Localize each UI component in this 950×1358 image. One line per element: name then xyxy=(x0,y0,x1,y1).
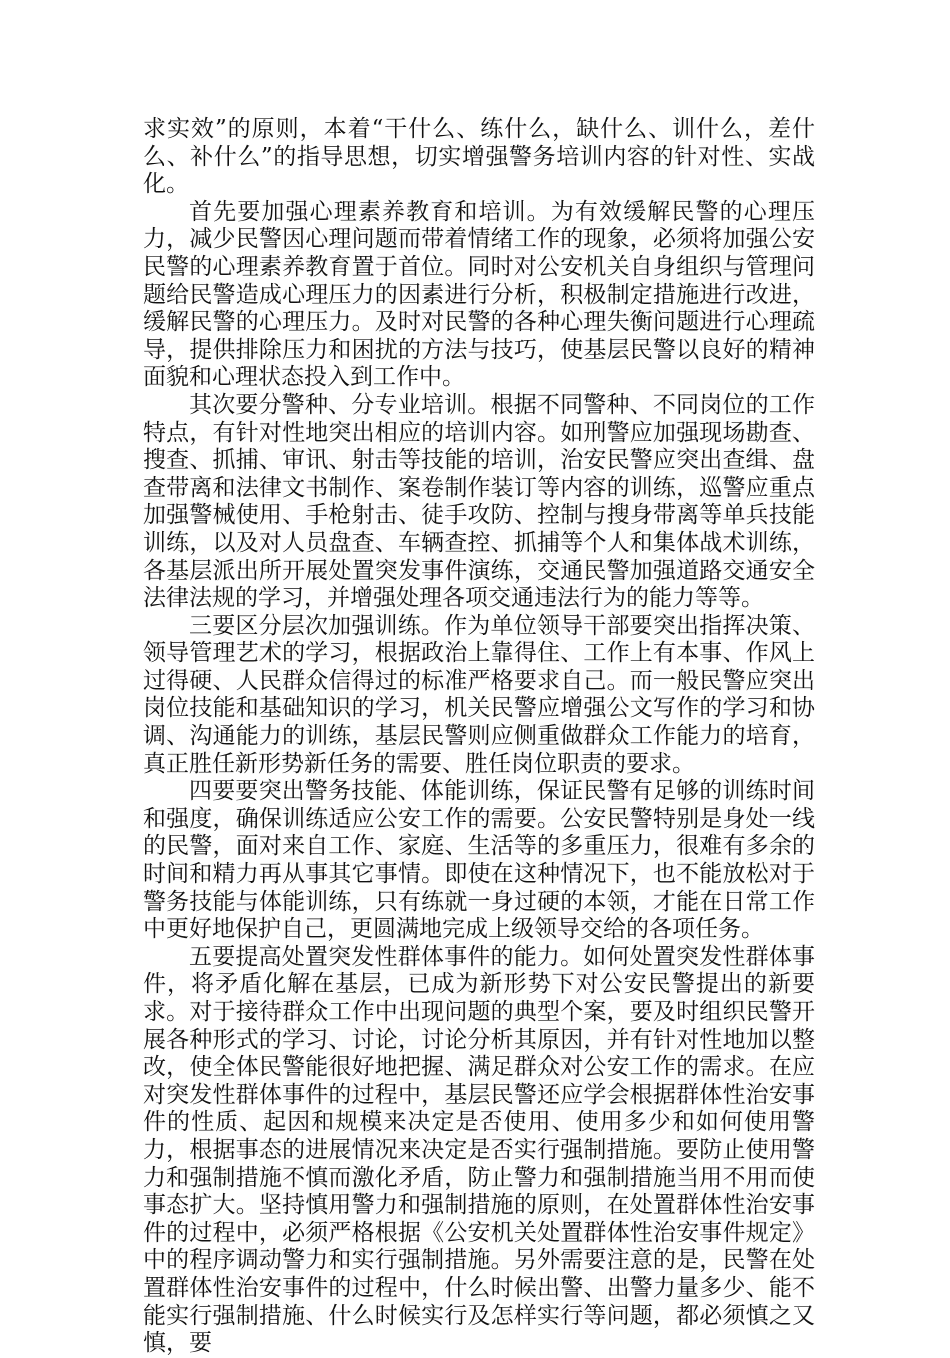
paragraph-mass-incident-handling: 五要提高处置突发性群体事件的能力。如何处置突发性群体事件，将矛盾化解在基层，已成为新形势下对公安民警提出的新要求。对于接待群众工作中出现问题的典型个案，要及时组织民警开展各种形式的学习、讨论，讨论分析其原因，并有针对性地加以整改，使全体民警能很好地把握、满足群众对公安工作的需求。在应对突发性群体事件的过程中，基层民警还应学会根据群体性治安事件的性质、起因和规模来决定是否使用、使用多少和如何使用警力，根据事态的进展情况来决定是否实行强制措施。要防止使用警力和强制措施不慎而激化矛盾，防止警力和强制措施当用不用而使事态扩大。坚持慎用警力和强制措施的原则，在处置群体性治安事件的过程中，必须严格根据《公安机关处置群体性治安事件规定》中的程序调动警力和实行强制措施。另外需要注意的是，民警在处置群体性治安事件的过程中，什么时候出警、出警力量多少、能不能实行强制措施、什么时候实行及怎样实行等问题，都必须慎之又慎，要 xyxy=(143,943,815,1357)
document-body xyxy=(143,116,815,1358)
paragraph-tiered-training: 三要区分层次加强训练。作为单位领导干部要突出指挥决策、领导管理艺术的学习，根据政治上靠得住、工作上有本事、作风上过得硬、人民群众信得过的标准严格要求自己。而一般民警应突出岗位技能和基础知识的学习，机关民警应增强公文写作的学习和协调、沟通能力的训练，基层民警则应侧重做群众工作能力的培育，真正胜任新形势新任务的需要、胜任岗位职责的要求。 xyxy=(143,612,815,777)
paragraph-psychological-training: 首先要加强心理素养教育和培训。为有效缓解民警的心理压力，减少民警因心理问题而带着情绪工作的现象，必须将加强公安民警的心理素养教育置于首位。同时对公安机关自身组织与管理问题给民警造成心理压力的因素进行分析，积极制定措施进行改进，缓解民警的心理压力。及时对民警的各种心理失衡问题进行心理疏导，提供排除压力和困扰的方法与技巧，使基层民警以良好的精神面貌和心理状态投入到工作中。 xyxy=(143,198,815,391)
paragraph-specialized-training: 其次要分警种、分专业培训。根据不同警种、不同岗位的工作特点，有针对性地突出相应的培训内容。如刑警应加强现场勘查、搜查、抓捕、审讯、射击等技能的培训，治安民警应突出查缉、盘查带离和法律文书制作、案卷制作装订等内容的训练，巡警应重点加强警械使用、手枪射击、徒手攻防、控制与搜身带离等单兵技能训练，以及对人员盘查、车辆查控、抓捕等个人和集体战术训练，各基层派出所开展处置突发事件演练，交通民警加强道路交通安全法律法规的学习，并增强处理各项交通违法行为的能力等等。 xyxy=(143,391,815,612)
paragraph-skills-fitness-training: 四要要突出警务技能、体能训练，保证民警有足够的训练时间和强度，确保训练适应公安工作的需要。公安民警特别是身处一线的民警，面对来自工作、家庭、生活等的多重压力，很难有多余的时间和精力再从事其它事情。即使在这种情况下，也不能放松对于警务技能与体能训练，只有练就一身过硬的本领，才能在日常工作中更好地保护自己，更圆满地完成上级领导交给的各项任务。 xyxy=(143,778,815,943)
paragraph-intro-continuation: 求实效”的原则，本着“干什么、练什么，缺什么、训什么，差什么、补什么”的指导思想，切实增强警务培训内容的针对性、实战化。 xyxy=(143,116,815,198)
